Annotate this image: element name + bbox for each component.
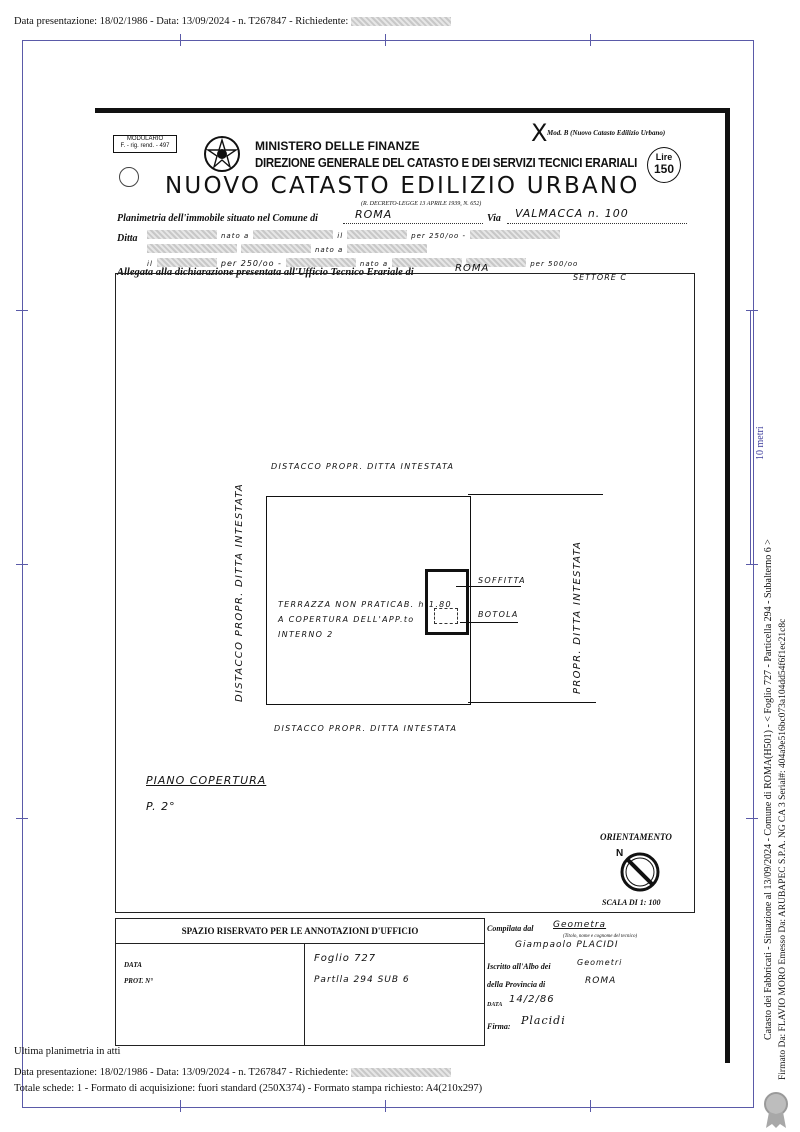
propr-right-label: PROPR. DITTA INTESTATA — [572, 540, 583, 694]
annotations-data-label: DATA — [124, 961, 142, 969]
modulario-label: MODULARIO — [126, 136, 164, 142]
terrace-line-1: TERRAZZA NON PRATICAB. h-1.80 — [278, 600, 452, 609]
botola-outline — [434, 608, 458, 624]
modulario-box — [113, 135, 177, 153]
per-500-label: per 500/oo — [530, 260, 579, 268]
via-value: VALMACCA n. 100 — [515, 207, 629, 220]
frame-tick — [180, 1100, 181, 1112]
albo-label: Iscritto all'Albo dei — [487, 962, 551, 971]
top-header — [14, 16, 451, 27]
provincia-value: ROMA — [585, 976, 617, 986]
settore-value: SETTORE C — [573, 273, 627, 282]
decree-reference: (R. DECRETO-LEGGE 13 APRILE 1939, N. 652) — [361, 201, 482, 207]
form-title: NUOVO CATASTO EDILIZIO URBANO — [165, 173, 640, 199]
allegata-label: Allegata alla dichiarazione presentata all'Ufficio Tecnico Erariale di — [117, 267, 414, 278]
terrace-line-2: A COPERTURA DELL'APP.to — [278, 615, 415, 624]
compilata-value: Geometra — [553, 920, 607, 930]
distacco-bottom-label: DISTACCO PROPR. DITTA INTESTATA — [274, 724, 458, 733]
redacted-field — [347, 230, 407, 239]
distacco-top-label: DISTACCO PROPR. DITTA INTESTATA — [271, 462, 455, 471]
redacted-field — [286, 258, 356, 267]
nato-a-label: nato a — [221, 232, 250, 240]
frame-tick — [590, 1100, 591, 1112]
certificate-seal-icon — [760, 1090, 792, 1130]
compilata-hint: (Titolo, nome e cognome del tecnico) — [563, 934, 638, 939]
stamp-mark-icon — [119, 167, 139, 187]
handwritten-x-mark: X — [531, 119, 549, 147]
frame-tick — [746, 310, 758, 311]
botola-label: BOTOLA — [478, 610, 519, 619]
annotations-box — [115, 918, 485, 1046]
north-label: N — [616, 848, 624, 859]
ufficio-value: ROMA — [455, 263, 490, 274]
soffitta-label: SOFFITTA — [478, 576, 526, 585]
ministry-name: MINISTERO DELLE FINANZE — [255, 139, 420, 153]
orientamento-label: ORIENTAMENTO — [600, 832, 672, 842]
redacted-field — [347, 244, 427, 253]
firma-label: Firma: — [487, 1022, 511, 1031]
redacted-field — [241, 244, 311, 253]
annotations-title: SPAZIO RISERVATO PER LE ANNOTAZIONI D'UFFICIO — [116, 919, 484, 944]
compilata-label: Compilata dal — [487, 924, 534, 933]
footer-line-1 — [14, 1067, 451, 1078]
footer-line-1-text: Data presentazione: 18/02/1986 - Data: 13/09/2024 - n. T267847 - Richiedente: — [14, 1067, 349, 1078]
lire-label: Lire — [655, 152, 673, 162]
catasto-side-note: Catasto dei Fabbricati - Situazione al 13/09/2024 - Comune di ROMA(H501) - < Foglio 727 - Particella 294 - Subalterno 6 > — [763, 539, 774, 1040]
firma-signature: Placidi — [521, 1014, 566, 1027]
lire-value: 150 — [653, 162, 675, 176]
ultima-planimetria: Ultima planimetria in atti — [14, 1046, 121, 1057]
neighbor-line-top — [468, 494, 603, 495]
via-label: Via — [487, 213, 501, 224]
frame-tick — [16, 564, 28, 565]
direction-name: DIREZIONE GENERALE DEL CATASTO E DEI SERVIZI TECNICI ERARIALI — [255, 155, 638, 170]
annotations-prot-label: PROT. N° — [124, 977, 153, 985]
redacted-field — [157, 258, 217, 267]
redacted-requester — [351, 17, 451, 26]
foglio-value: Foglio 727 — [314, 953, 377, 964]
annotations-divider — [304, 943, 305, 1045]
compilata-section — [485, 916, 693, 1048]
top-header-text: Data presentazione: 18/02/1986 - Data: 13/09/2024 - n. T267847 - Richiedente: — [14, 16, 349, 27]
mod-label: Mod. B (Nuovo Catasto Edilizio Urbano) — [547, 129, 666, 137]
botola-pointer — [460, 622, 518, 623]
terrace-line-3: INTERNO 2 — [278, 630, 334, 639]
ditta-label: Ditta — [117, 233, 138, 244]
frame-tick — [590, 34, 591, 46]
il-label: il — [337, 232, 344, 240]
planimetria-label: Planimetria dell'immobile situato nel Comune di — [117, 213, 318, 224]
frame-tick — [746, 818, 758, 819]
particella-value: Partlla 294 SUB 6 — [314, 975, 410, 985]
comune-value: ROMA — [355, 208, 393, 221]
neighbor-line-bottom — [468, 702, 596, 703]
albo-value: Geometri — [577, 958, 623, 967]
scale-bar — [750, 310, 751, 565]
redacted-field — [392, 258, 462, 267]
firmato-side-note: Firmato Da: FLAVIO MORO Emesso Da: ARUBAPEC S.P.A. NG CA 3 Serial#: 404a9e516bc073a104dd54f6f1ec21c8c — [778, 618, 788, 1080]
nato-a-label: nato a — [359, 260, 389, 268]
modulario-code: F. - rig. rend. - 497 — [120, 143, 170, 149]
frame-tick — [180, 34, 181, 46]
italian-emblem-icon — [201, 133, 243, 175]
drawing-area — [115, 273, 695, 913]
cadastral-sheet — [95, 108, 730, 1063]
il-label: il — [147, 260, 153, 268]
piano-label: PIANO COPERTURA — [146, 774, 267, 787]
redacted-field — [253, 230, 333, 239]
redacted-requester — [351, 1068, 451, 1077]
scale-text: SCALA DI 1: 100 — [602, 898, 661, 907]
lire-stamp — [647, 147, 681, 183]
redacted-field — [147, 244, 237, 253]
soffitta-pointer — [456, 586, 521, 587]
redacted-field — [147, 230, 217, 239]
tecnico-name: Giampaolo PLACIDI — [515, 940, 619, 950]
footer-line-2: Totale schede: 1 - Formato di acquisizione: fuori standard (250X374) - Formato stampa richiesto: A4(210x297) — [14, 1083, 483, 1094]
frame-tick — [746, 564, 758, 565]
redacted-field — [470, 230, 560, 239]
provincia-label: della Provincia di — [487, 980, 546, 989]
frame-tick — [16, 310, 28, 311]
frame-tick — [385, 1100, 386, 1112]
data-small-label: DATA — [487, 1002, 503, 1008]
scale-label: 10 metri — [755, 426, 766, 460]
per-250-label: per 250/oo - — [220, 259, 282, 268]
distacco-left-label: DISTACCO PROPR. DITTA INTESTATA — [234, 482, 245, 702]
data-value: 14/2/86 — [509, 994, 555, 1005]
per-250-label: per 250/oo - — [411, 232, 467, 240]
piano-level: P. 2° — [146, 800, 176, 813]
frame-tick — [16, 818, 28, 819]
frame-tick — [385, 34, 386, 46]
nato-a-label: nato a — [315, 246, 344, 254]
